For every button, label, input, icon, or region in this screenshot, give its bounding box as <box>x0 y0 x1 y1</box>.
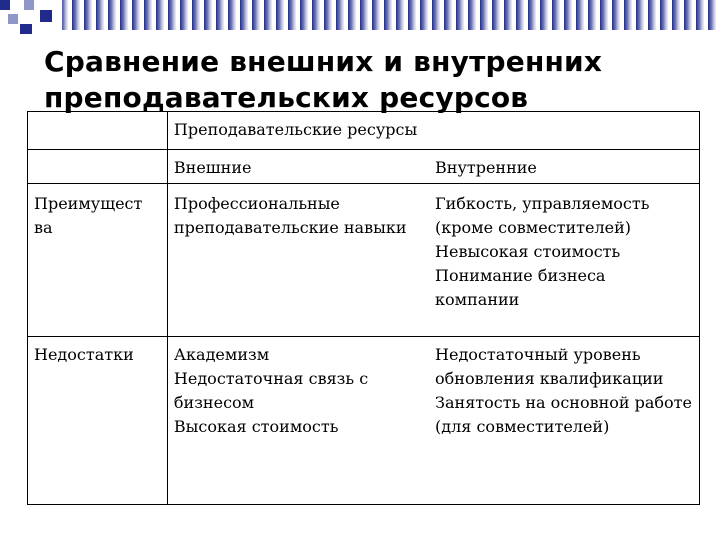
table-row-advantages <box>28 184 700 337</box>
empty-corner-cell <box>28 112 168 150</box>
table-header-cell: Преподавательские ресурсы <box>167 112 699 150</box>
advantages-internal-cell <box>429 184 699 337</box>
cell-line: Понимание бизнеса компании <box>435 266 606 309</box>
empty-label-cell <box>28 150 168 184</box>
cell-line: Недостаточная связь с бизнесом <box>173 369 369 412</box>
cell-line: Невысокая стоимость <box>435 242 621 261</box>
corner-square <box>8 14 18 24</box>
corner-square <box>40 10 52 22</box>
cell-line: Гибкость, управляемость (кроме совместителей) <box>435 194 650 237</box>
column-header-internal: Внутренние <box>429 150 699 184</box>
cell-line: Профессиональные преподавательские навыки <box>173 194 407 237</box>
disadvantages-internal-cell <box>429 337 699 505</box>
corner-square <box>20 24 32 34</box>
slide-title: Сравнение внешних и внутренних преподавательских ресурсов <box>44 45 603 114</box>
cell-line: Академизм <box>173 345 270 364</box>
corner-square <box>24 0 34 10</box>
top-decorative-pattern <box>0 0 720 36</box>
corner-square <box>0 0 10 10</box>
column-header-row <box>28 150 700 184</box>
cell-line: Высокая стоимость <box>173 417 339 436</box>
table-row-disadvantages <box>28 337 700 505</box>
comparison-table <box>27 111 700 505</box>
row-label-advantages: Преимущест ва <box>28 184 168 337</box>
advantages-external-cell <box>167 184 429 337</box>
cell-line: Занятость на основной работе (для совместителей) <box>435 393 692 436</box>
column-header-external: Внешние <box>167 150 429 184</box>
cell-line: Недостаточный уровень обновления квалификации <box>435 345 664 388</box>
table-header-row <box>28 112 700 150</box>
row-label-disadvantages: Недостатки <box>28 337 168 505</box>
disadvantages-external-cell <box>167 337 429 505</box>
